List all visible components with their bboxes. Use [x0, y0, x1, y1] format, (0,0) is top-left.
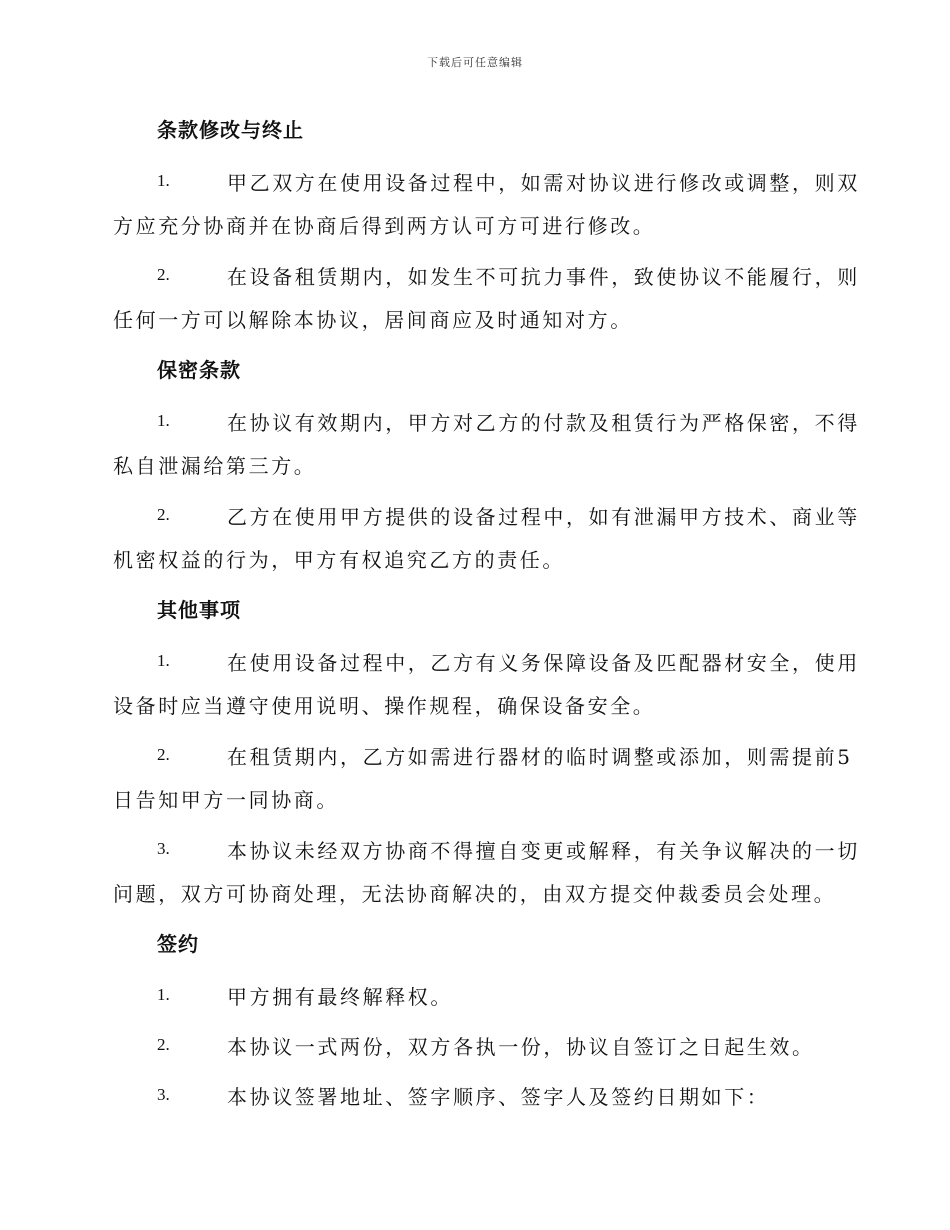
- item-number: 1.: [157, 411, 170, 430]
- paragraph-line: 在租赁期内，乙方如需进行器材的临时调整或添加，则需提前5: [227, 745, 853, 769]
- paragraph-line: 本协议一式两份，双方各执一份，协议自签订之日起生效。: [227, 1035, 815, 1059]
- section-title-other-matters: 其他事项: [157, 598, 241, 622]
- paragraph-line: 甲方拥有最终解释权。: [227, 985, 453, 1009]
- item-number: 2.: [157, 745, 170, 764]
- paragraph-line: 私自泄漏给第三方。: [113, 454, 317, 478]
- paragraph-line: 本协议未经双方协商不得擅自变更或解释，有关争议解决的一切: [227, 839, 860, 863]
- paragraph-line: 本协议签署地址、签字顺序、签字人及签约日期如下：: [227, 1085, 770, 1109]
- section-title-terms-modification: 条款修改与终止: [157, 118, 304, 142]
- paragraph-line: 问题，双方可协商处理，无法协商解决的，由双方提交仲裁委员会处理。: [113, 882, 837, 906]
- item-number: 3.: [157, 839, 170, 858]
- paragraph-line: 任何一方可以解除本协议，居间商应及时通知对方。: [113, 308, 633, 332]
- item-number: 2.: [157, 505, 170, 524]
- page-header-note: 下载后可任意编辑: [427, 56, 523, 69]
- paragraph-line: 设备时应当遵守使用说明、操作规程，确保设备安全。: [113, 694, 656, 718]
- paragraph-line: 日告知甲方一同协商。: [113, 788, 339, 812]
- item-number: 2.: [157, 265, 170, 284]
- item-number: 1.: [157, 985, 170, 1004]
- paragraph-line: 机密权益的行为，甲方有权追究乙方的责任。: [113, 548, 565, 572]
- paragraph-line: 在设备租赁期内，如发生不可抗力事件，致使协议不能履行，则: [227, 265, 860, 289]
- item-number: 3.: [157, 1085, 170, 1104]
- item-number: 2.: [157, 1035, 170, 1054]
- item-number: 1.: [157, 651, 170, 670]
- section-title-confidentiality: 保密条款: [157, 358, 241, 382]
- paragraph-line: 方应充分协商并在协商后得到两方认可方可进行修改。: [113, 214, 656, 238]
- paragraph-line: 在使用设备过程中，乙方有义务保障设备及匹配器材安全，使用: [227, 651, 860, 675]
- paragraph-line: 乙方在使用甲方提供的设备过程中，如有泄漏甲方技术、商业等: [227, 505, 860, 529]
- section-title-signing: 签约: [157, 932, 199, 956]
- paragraph-line: 甲乙双方在使用设备过程中，如需对协议进行修改或调整，则双: [227, 171, 860, 195]
- paragraph-line: 在协议有效期内，甲方对乙方的付款及租赁行为严格保密，不得: [227, 411, 860, 435]
- item-number: 1.: [157, 171, 170, 190]
